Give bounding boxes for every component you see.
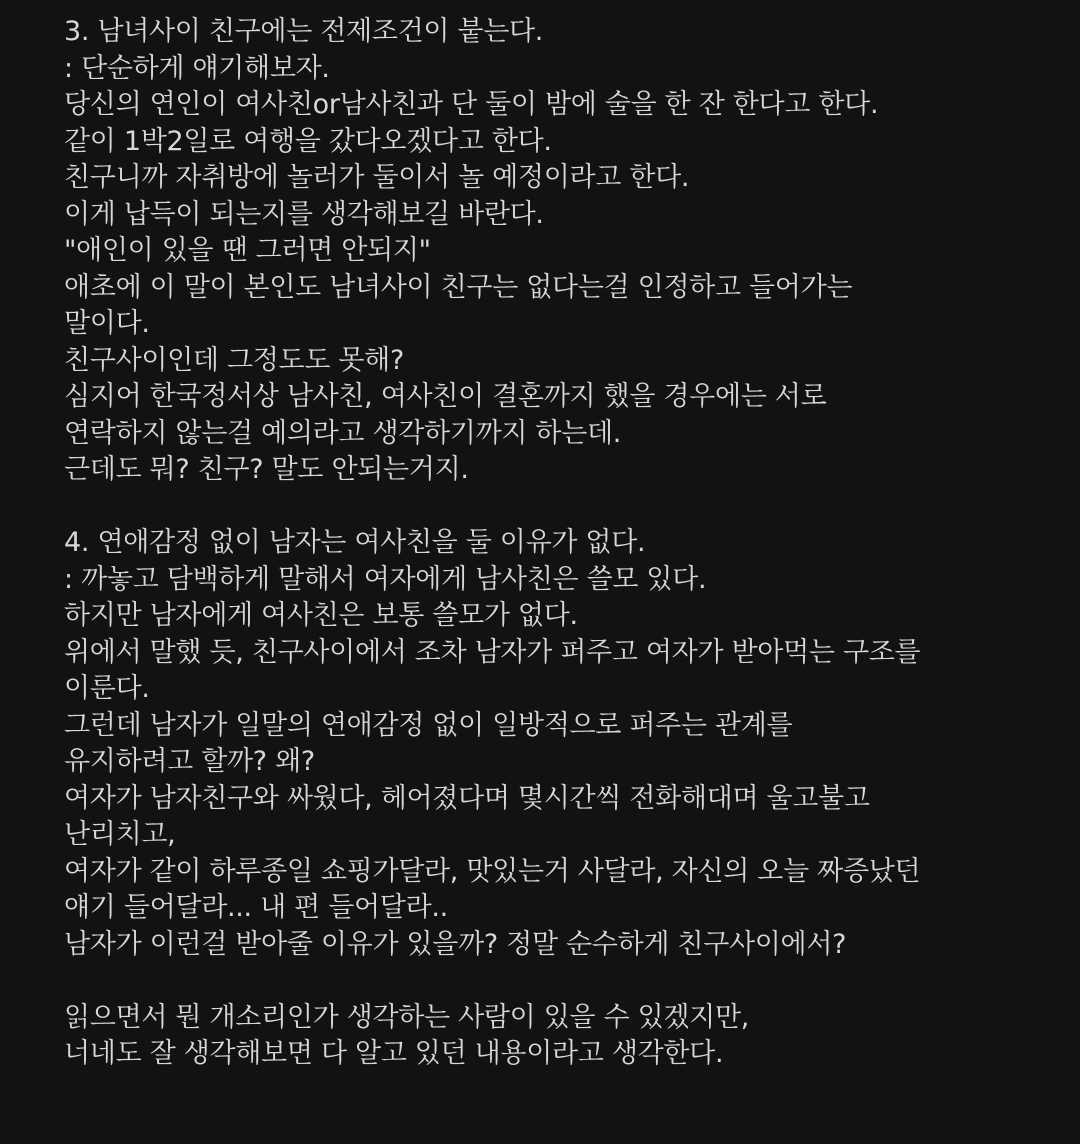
section-3-heading: 3. 남녀사이 친구에는 전제조건이 붙는다. — [64, 16, 544, 47]
section-3-line: 이게 납득이 되는지를 생각해보길 바란다. — [64, 198, 544, 230]
section-4-line: 여자가 남자친구와 싸웠다, 헤어졌다며 몇시간씩 전화해대며 울고불고 — [64, 782, 870, 814]
section-3-line: 말이다. — [64, 308, 150, 339]
section-3-line: 근데도 뭐? 친구? 말도 안되는거지. — [64, 454, 469, 485]
section-3-line: : 단순하게 얘기해보자. — [64, 52, 330, 84]
section-3-line: 애초에 이 말이 본인도 남녀사이 친구는 없다는걸 인정하고 들어가는 — [64, 271, 853, 303]
section-4-heading: 4. 연애감정 없이 남자는 여사친을 둘 이유가 없다. — [64, 527, 646, 558]
section-4-line: 유지하려고 할까? 왜? — [64, 746, 315, 777]
document-body — [64, 14, 1064, 1073]
section-4-line: 위에서 말했 듯, 친구사이에서 조차 남자가 퍼주고 여자가 받아먹는 구조를 — [64, 636, 921, 668]
section-4-line: 얘기 들어달라... 내 편 들어달라.. — [64, 892, 448, 923]
section-3-line: 친구사이인데 그정도도 못해? — [64, 344, 404, 376]
closing-line: 읽으면서 뭔 개소리인가 생각하는 사람이 있을 수 있겠지만, — [64, 1001, 750, 1033]
section-4-line: 하지만 남자에게 여사친은 보통 쓸모가 없다. — [64, 600, 578, 631]
section-4-line: 남자가 이런걸 받아줄 이유가 있을까? 정말 순수하게 친구사이에서? — [64, 928, 847, 960]
closing-line: 너네도 잘 생각해보면 다 알고 있던 내용이라고 생각한다. — [64, 1038, 724, 1069]
paragraph-gap — [64, 963, 1064, 1000]
section-3-line: 친구니까 자취방에 놀러가 둘이서 놀 예정이라고 한다. — [64, 162, 690, 193]
section-4-line: 그런데 남자가 일말의 연애감정 없이 일방적으로 퍼주는 관계를 — [64, 709, 793, 741]
section-4-line: 난리치고, — [64, 819, 176, 850]
section-4-line: : 까놓고 담백하게 말해서 여자에게 남사친은 쓸모 있다. — [64, 563, 707, 595]
section-3-line: "애인이 있을 땐 그러면 안되지" — [64, 235, 431, 266]
paragraph-gap — [64, 489, 1064, 526]
section-3-line: 심지어 한국정서상 남사친, 여사친이 결혼까지 했을 경우에는 서로 — [64, 381, 827, 412]
section-3-line: 연락하지 않는걸 예의라고 생각하기까지 하는데. — [64, 417, 622, 449]
section-4-line: 여자가 같이 하루종일 쇼핑가달라, 맛있는거 사달라, 자신의 오늘 짜증났던 — [64, 855, 921, 887]
section-4-line: 이룬다. — [64, 673, 150, 704]
section-3-line: 같이 1박2일로 여행을 갔다오겠다고 한다. — [64, 125, 552, 157]
section-3-line: 당신의 연인이 여사친or남사친과 단 둘이 밤에 술을 한 잔 한다고 한다. — [64, 89, 879, 120]
